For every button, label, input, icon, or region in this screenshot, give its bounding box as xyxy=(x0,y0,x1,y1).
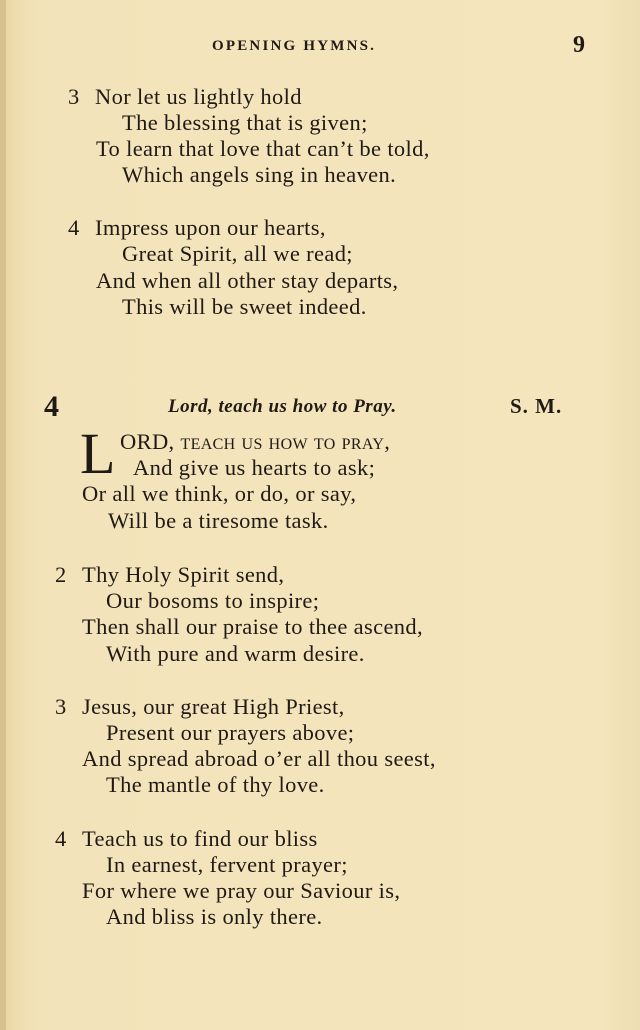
verse-number: 4 xyxy=(68,215,80,240)
verse-line: Impress upon our hearts, xyxy=(95,215,326,240)
hymn-number: 4 xyxy=(44,390,59,423)
verse-line: In earnest, fervent prayer; xyxy=(106,852,348,877)
running-title: OPENING HYMNS. xyxy=(212,38,377,54)
hymn-heading xyxy=(0,390,640,424)
verse-number: 3 xyxy=(55,694,67,719)
page-header xyxy=(0,32,640,60)
verse-line: And when all other stay departs, xyxy=(96,268,399,293)
verse-line: Nor let us lightly hold xyxy=(95,84,302,109)
hymn-title: Lord, teach us how to Pray. xyxy=(168,396,397,417)
verse-line: And give us hearts to ask; xyxy=(133,455,376,480)
verse-line: With pure and warm desire. xyxy=(106,641,365,666)
verse-line: Will be a tiresome task. xyxy=(108,508,329,533)
verse-line: Thy Holy Spirit send, xyxy=(82,562,285,587)
page-gutter xyxy=(0,0,6,1030)
verse-line: Our bosoms to inspire; xyxy=(106,588,320,613)
verse-line: Or all we think, or do, or say, xyxy=(82,481,357,506)
verse-number: 2 xyxy=(55,562,67,587)
verse-line: This will be sweet indeed. xyxy=(122,294,367,319)
verse-line: Which angels sing in heaven. xyxy=(122,162,397,187)
hymn-meter: S. M. xyxy=(510,394,563,418)
verse-line: Great Spirit, all we read; xyxy=(122,241,353,266)
verse-number: 3 xyxy=(68,84,80,109)
verse-line: Then shall our praise to thee ascend, xyxy=(82,614,423,639)
verse-line: ORD, teach us how to pray, xyxy=(120,429,391,454)
verse-number: 4 xyxy=(55,826,67,851)
verse-line: And bliss is only there. xyxy=(106,904,323,929)
verse-line: Present our prayers above; xyxy=(106,720,355,745)
verse-line: To learn that love that can’t be told, xyxy=(96,136,430,161)
verse-line: The blessing that is given; xyxy=(122,110,368,135)
verse-line: For where we pray our Saviour is, xyxy=(82,878,401,903)
verse-line: Teach us to find our bliss xyxy=(82,826,318,851)
verse-line: The mantle of thy love. xyxy=(106,772,325,797)
verse-line: And spread abroad o’er all thou seest, xyxy=(82,746,436,771)
verse-line: Jesus, our great High Priest, xyxy=(82,694,345,719)
page-number: 9 xyxy=(573,32,585,58)
drop-cap: L xyxy=(80,421,116,486)
